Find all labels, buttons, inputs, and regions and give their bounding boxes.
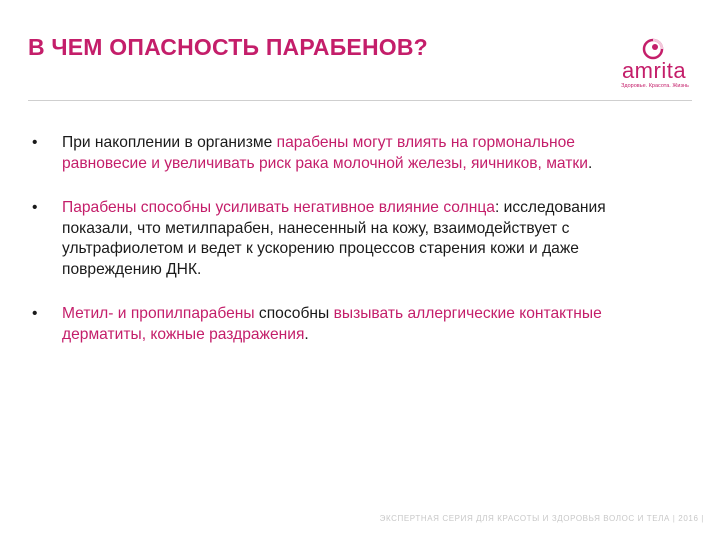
- amrita-swirl-icon: [642, 38, 664, 60]
- bullet-marker: •: [32, 134, 38, 151]
- bullet-item: [32, 198, 652, 280]
- text-segment: : исследования показали, что метилпарабен, нанесенный на кожу, взаимодействует с ультрафиолетом и ведет к ускорению процессов старения кожи и даже повреждению ДНК.: [62, 199, 606, 278]
- text-segment: .: [304, 325, 309, 343]
- bullet-marker: •: [32, 199, 38, 216]
- text-segment: .: [587, 154, 593, 172]
- logo-tagline: Здоровье. Красота. Жизнь: [621, 83, 689, 89]
- highlighted-text: вызывать аллергические контактные дерматиты, кожные раздражения: [62, 305, 602, 343]
- bullet-marker: •: [32, 305, 38, 322]
- footer-text: ЭКСПЕРТНАЯ СЕРИЯ ДЛЯ КРАСОТЫ И ЗДОРОВЬЯ ВОЛОС И ТЕЛА | 2016 |: [379, 514, 704, 523]
- logo-name: amrita: [621, 58, 687, 83]
- bullet-item: [32, 133, 652, 174]
- highlighted-text: Метил- и пропилпарабены: [62, 305, 255, 322]
- highlighted-text: Парабены способны усиливать негативное влияние солнца: [62, 199, 495, 216]
- highlighted-text: парабены могут влиять на гормональное равновесие и увеличивать риск рака молочной железы, яичников, матки: [62, 134, 588, 172]
- slide-title: В ЧЕМ ОПАСНОСТЬ ПАРАБЕНОВ?: [28, 34, 428, 60]
- brand-logo: [610, 38, 698, 94]
- text-segment: способны: [254, 305, 334, 322]
- text-segment: При накоплении в организме: [62, 134, 277, 151]
- bullet-item: [32, 304, 652, 345]
- bullet-list: [32, 133, 652, 369]
- title-divider: [28, 100, 692, 101]
